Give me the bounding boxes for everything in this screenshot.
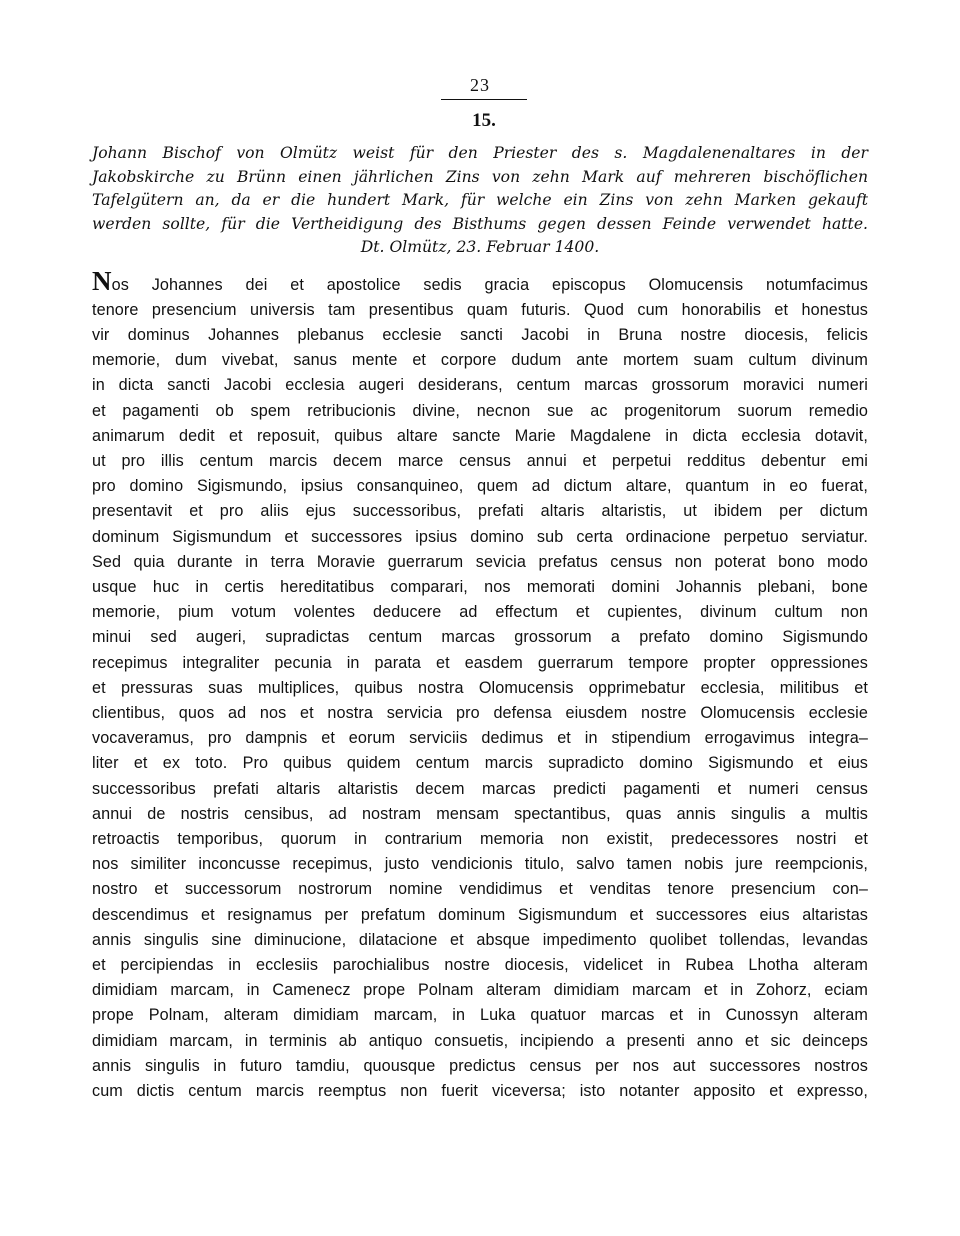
charter-first-line (92, 265, 868, 298)
charter-line: presentavit et pro aliis ejus successoribus, prefati altaris altaristis, ut ibidem per dictum (92, 502, 868, 521)
charter-line: clientibus, quos ad nos et nostra servicia pro defensa eiusdem nostre Olomucensis ecclesie (92, 703, 868, 722)
charter-line: ut pro illis centum marcis decem marce census annui et perpetui redditus debentur emi (92, 451, 868, 470)
regest-line: werden sollte, für die Vertheidigung des Bisthums gegen dessen Feinde verwendet hatte. (92, 214, 868, 233)
regest-dateline: Dt. Olmütz, 23. Februar 1400. (360, 238, 600, 256)
page-number: 23 (470, 75, 490, 95)
charter-line: successoribus prefati altaris altaristis decem marcas predicti pagamenti et numeri census (92, 779, 868, 798)
charter-line: retroactis temporibus, quorum in contrarium memoria non existit, predecessores nostri et (92, 829, 868, 848)
charter-line: usque huc in certis hereditatibus comparari, nos memorati domini Johannis plebani, bone (92, 577, 868, 596)
document-number: 15. (472, 110, 496, 131)
page-number-rule (441, 99, 527, 100)
charter-line: memorie, dum vivebat, sanus mente et corpore dudum ante mortem suam cultum divinum (92, 351, 868, 370)
document-page (92, 74, 868, 1104)
charter-line: et percipiendas in ecclesiis parochialibus nostre diocesis, videlicet in Rubea Lhotha alteram (92, 955, 868, 974)
charter-line: animarum dedit et reposuit, quibus altare sancte Marie Magdalene in dicta ecclesia dotavit, (92, 426, 868, 445)
charter-line: et pressuras suas multiplices, quibus nostra Olomucensis opprimebatur ecclesia, militibus et (92, 678, 868, 697)
charter-line: minui sed augeri, supradictas centum marcas grossorum a prefato domino Sigismundo (92, 628, 868, 647)
charter-line: vocaveramus, pro dampnis et eorum serviciis dedimus et in stipendium errogavimus integra– (92, 729, 868, 748)
charter-line: dominum Sigismundum et successores ipsius domino sub certa ordinacione perpetuo serviatur. (92, 527, 868, 546)
charter-line: liter et ex toto. Pro quibus quidem centum marcis supradicto domino Sigismundo et eius (92, 754, 868, 773)
charter-line: annui de nostris censibus, ad nostram mensam spectantibus, quas annis singulis a multis (92, 804, 868, 823)
charter-text (92, 265, 868, 1105)
regest-summary (92, 142, 868, 260)
regest-line: Johann Bischof von Olmütz weist für den Priester des s. Magdalenenaltares in der (92, 144, 868, 162)
initial-letter: N (92, 265, 112, 296)
charter-line: dimidiam marcam, in Camenecz prope Polnam alteram dimidiam marcam et in Zohorz, eciam (92, 981, 868, 1000)
charter-line: annis singulis in futuro tamdiu, quousque predictus census per nos aut successores nostros (92, 1056, 868, 1075)
charter-line: dimidiam marcam, in terminis ab antiquo consuetis, incipiendo a presenti anno et sic deinceps (92, 1031, 868, 1050)
charter-line: prope Polnam, alteram dimidiam marcam, in Luka quatuor marcas et in Cunossyn alteram (92, 1006, 868, 1025)
charter-line: et pagamenti ob spem retribucionis divine, necnon sue ac progenitorum suorum remedio (92, 401, 868, 420)
charter-line: nos similiter inconcusse recepimus, justo vendicionis titulo, salvo tamen nobis jure reempcionis, (92, 855, 868, 874)
charter-line: in dicta sancti Jacobi ecclesia augeri desiderans, centum marcas grossorum moravici numeri (92, 376, 868, 395)
charter-line: annis singulis sine diminucione, dilatacione et absque impedimento quolibet tollendas, levandas (92, 930, 868, 949)
charter-line: Sed quia durante in terra Moravie guerrarum sevicia prefatus census non poterat bono modo (92, 552, 868, 571)
regest-line: Tafelgütern an, da er die hundert Mark, für welche ein Zins von zehn Marken gekauft (92, 191, 868, 209)
charter-line: nostro et successorum nostrorum nomine vendidimus et venditas tenore presencium con– (92, 880, 868, 899)
charter-line: recepimus integraliter pecunia in parata et easdem guerrarum tempore propter oppressiones (92, 653, 868, 672)
charter-line: memorie, pium votum volentes deducere ad effectum et cupientes, divinum cultum non (92, 603, 868, 622)
charter-first-line-text: os Johannes dei et apostolice sedis gracia episcopus Olomucensis notumfacimus (111, 275, 868, 294)
charter-line: vir dominus Johannes plebanus ecclesie sancti Jacobi in Bruna nostre diocesis, felicis (92, 325, 868, 344)
charter-line: tenore presencium universis tam presentibus quam futuris. Quod cum honorabilis et honestus (92, 300, 868, 319)
charter-line: descendimus et resignamus per prefatum dominum Sigismundum et successores eius altaristas (92, 905, 868, 924)
charter-line: cum dictis centum marcis reemptus non fuerit viceversa; isto notanter apposito et expresso, (92, 1082, 868, 1100)
regest-line: Jakobskirche zu Brünn einen jährlichen Zins von zehn Mark auf mehreren bischöflichen (92, 167, 868, 186)
charter-line: pro domino Sigismundo, ipsius consanquineo, quem ad dictum altare, quantum in eo fuerat, (92, 477, 868, 496)
